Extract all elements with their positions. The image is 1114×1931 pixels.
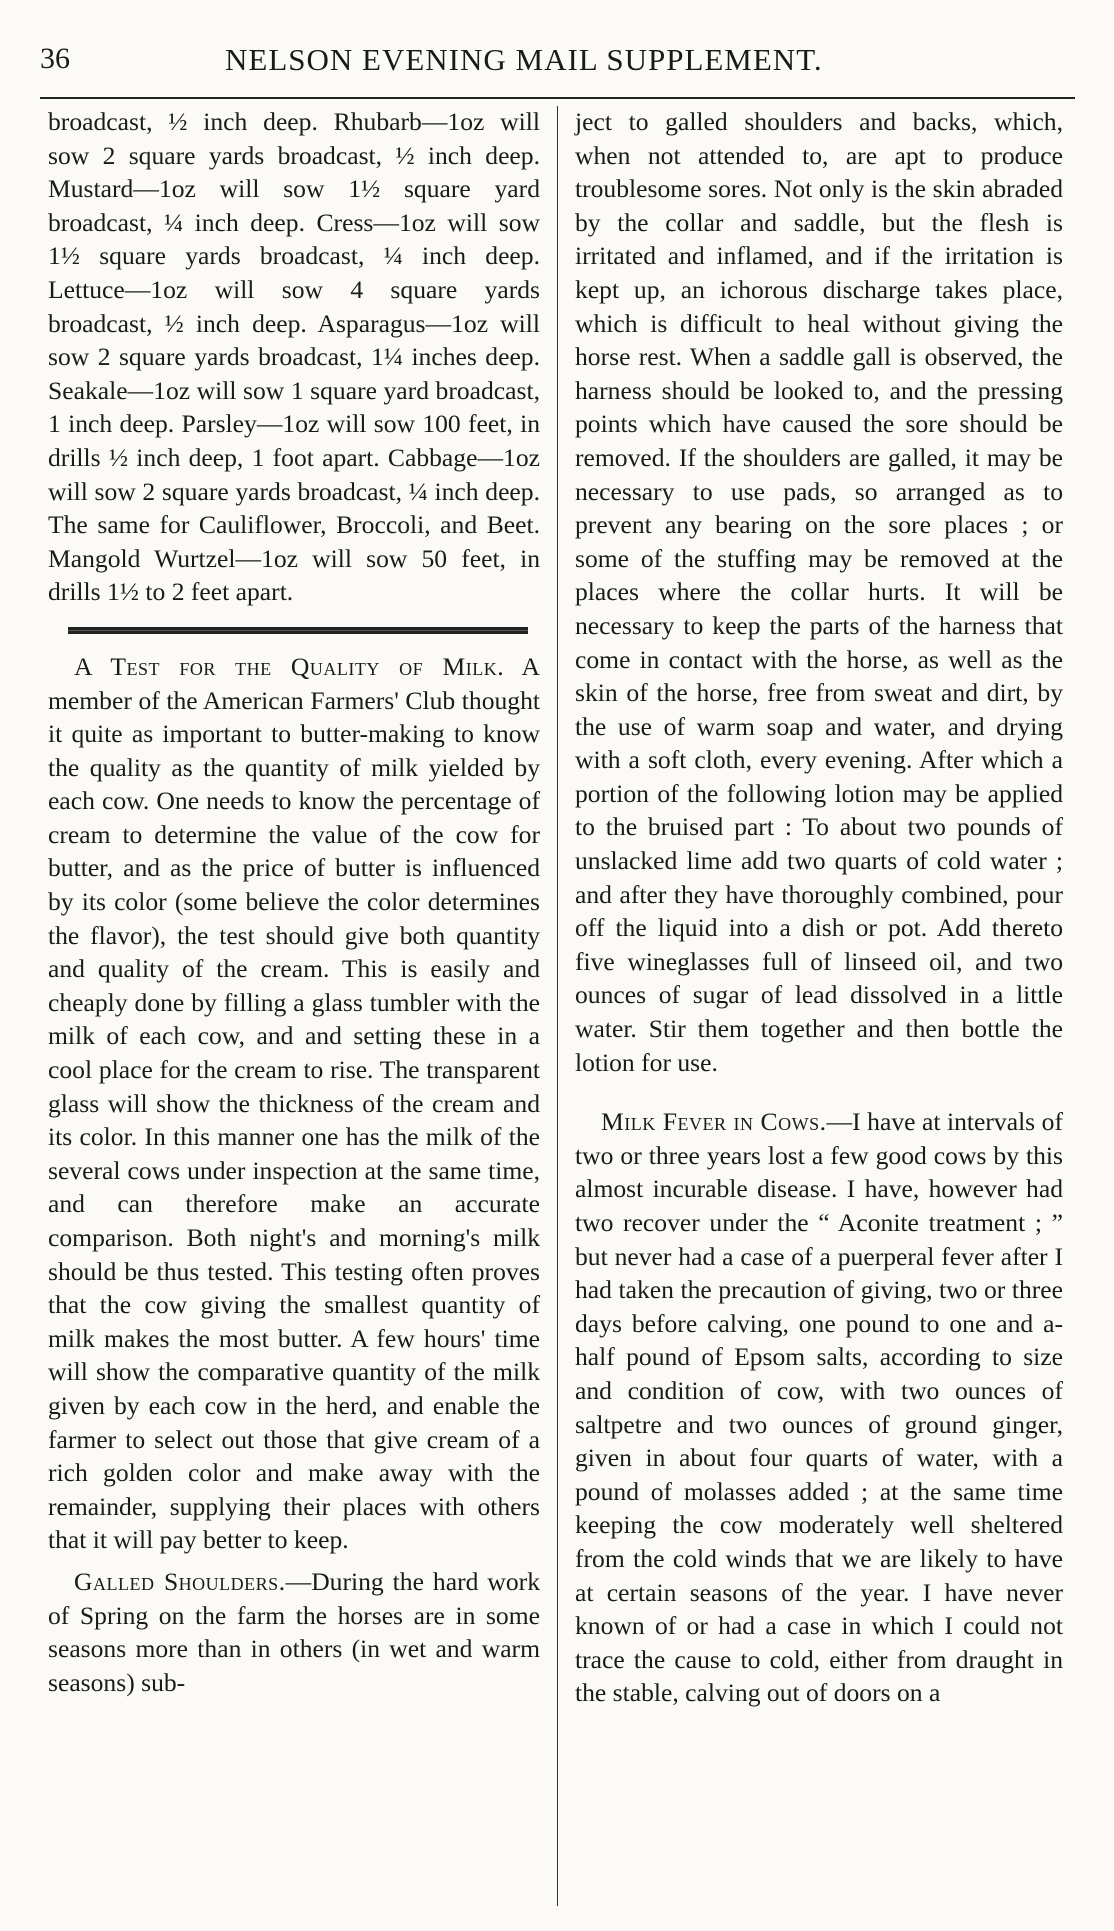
page-number: 36 bbox=[40, 42, 70, 75]
galled-shoulders-article bbox=[48, 1565, 540, 1699]
milk-quality-text: A member of the American Farmers' Club thought it quite as important to butter-making to know the quality as the quantity of milk yielded by each cow. One needs to know the percentage of cream to determine the value of the cow for butter, and as the price of butter is influenced by its color (some believe the color determines the flavor), the test should give both quantity and quality of the cream. This is easily and cheaply done by filling a glass tumbler with the milk of each cow, and and setting these in a cool place for the cream to rise. The transparent glass will show the thickness of the cream and its color. In this manner one has the milk of the several cows under inspection at the same time, and can therefore make an accurate comparison. Both night's and morning's milk should be thus tested. This testing often proves that the cow giving the smallest quantity of milk makes the most butter. A few hours' time will show the comparative quantity of the milk given by each cow in the herd, and enable the farmer to select out those that give cream of a rich golden color and make away with the remainder, supplying their places with others that it will pay better to keep. bbox=[48, 651, 540, 1555]
column-divider bbox=[557, 106, 558, 1906]
milk-fever-article bbox=[575, 1105, 1063, 1710]
milk-quality-article bbox=[48, 650, 540, 1557]
seed-quantities-paragraph: broadcast, ½ inch deep. Rhubarb—1oz will sow 2 square yards broadcast, ½ inch deep. Mustard—1oz will sow 1½ square yard broadcast, ¼ inch deep. Cress—1oz will sow 1½ square yards broadcast, ¼ inch deep. Lettuce—1oz will sow 4 square yards broadcast, ½ inch deep. Asparagus—1oz will sow 2 square yards broadcast, 1¼ inches deep. Seakale—1oz will sow 1 square yard broadcast, 1 inch deep. Parsley—1oz will sow 100 feet, in drills ½ inch deep, 1 foot apart. Cabbage—1oz will sow 2 square yards broadcast, ¼ inch deep. The same for Cauliflower, Broccoli, and Beet. Mangold Wurtzel—1oz will sow 50 feet, in drills 1½ to 2 feet apart. bbox=[48, 107, 540, 607]
masthead-title: NELSON EVENING MAIL SUPPLEMENT. bbox=[225, 42, 823, 77]
section-divider bbox=[68, 627, 528, 634]
header-rule bbox=[40, 97, 1075, 99]
left-column bbox=[48, 105, 540, 1699]
page-header bbox=[40, 40, 1075, 96]
milk-quality-heading: A Test for the Quality of Milk. bbox=[74, 651, 505, 681]
milk-fever-heading: Milk Fever in Cows. bbox=[601, 1107, 827, 1137]
milk-fever-text: —I have at intervals of two or three years lost a few good cows by this almost incurable disease. I have, however had two recover under the “ Aconite treatment ; ” but never had a case of a puerperal fever after I had taken the precaution of giving, two or three days before calving, one pound to one and a-half pound of Epsom salts, according to size and condition of cow, with two ounces of saltpetre and two ounces of ground ginger, given in about four quarts of water, with a pound of molasses added ; at the same time keeping the cow moderately well sheltered from the cold winds that we are likely to have at certain seasons of the year. I have never known of or had a case in which I could not trace the cause to cold, either from draught in the stable, calving out of doors on a bbox=[575, 1107, 1063, 1708]
galled-shoulders-text: —During the hard work of Spring on the farm the horses are in some seasons more than in others (in wet and warm seasons) sub- bbox=[48, 1566, 540, 1697]
right-column bbox=[575, 105, 1063, 1710]
galled-shoulders-heading: Galled Shoulders. bbox=[74, 1566, 286, 1596]
galled-shoulders-continued: ject to galled shoulders and backs, which, when not attended to, are apt to produce troublesome sores. Not only is the skin abraded by the collar and saddle, but the flesh is irritated and inflamed, and if the irritation is kept up, an ichorous discharge takes place, which is difficult to heal without giving the horse rest. When a saddle gall is observed, the harness should be looked to, and the pressing points which have caused the sore should be removed. If the shoulders are galled, it may be necessary to use pads, so arranged as to prevent any bearing on the sore places ; or some of the stuffing may be removed at the places where the collar hurts. It will be necessary to keep the parts of the harness that come in contact with the horse, as well as the skin of the horse, free from sweat and dirt, by the use of warm soap and water, and drying with a soft cloth, every evening. After which a portion of the following lotion may be applied to the bruised part : To about two pounds of unslacked lime add two quarts of cold water ; and after they have thoroughly combined, pour off the liquid into a dish or pot. Add thereto five wineglasses full of linseed oil, and two ounces of sugar of lead dissolved in a little water. Stir them together and then bottle the lotion for use. bbox=[575, 107, 1063, 1077]
